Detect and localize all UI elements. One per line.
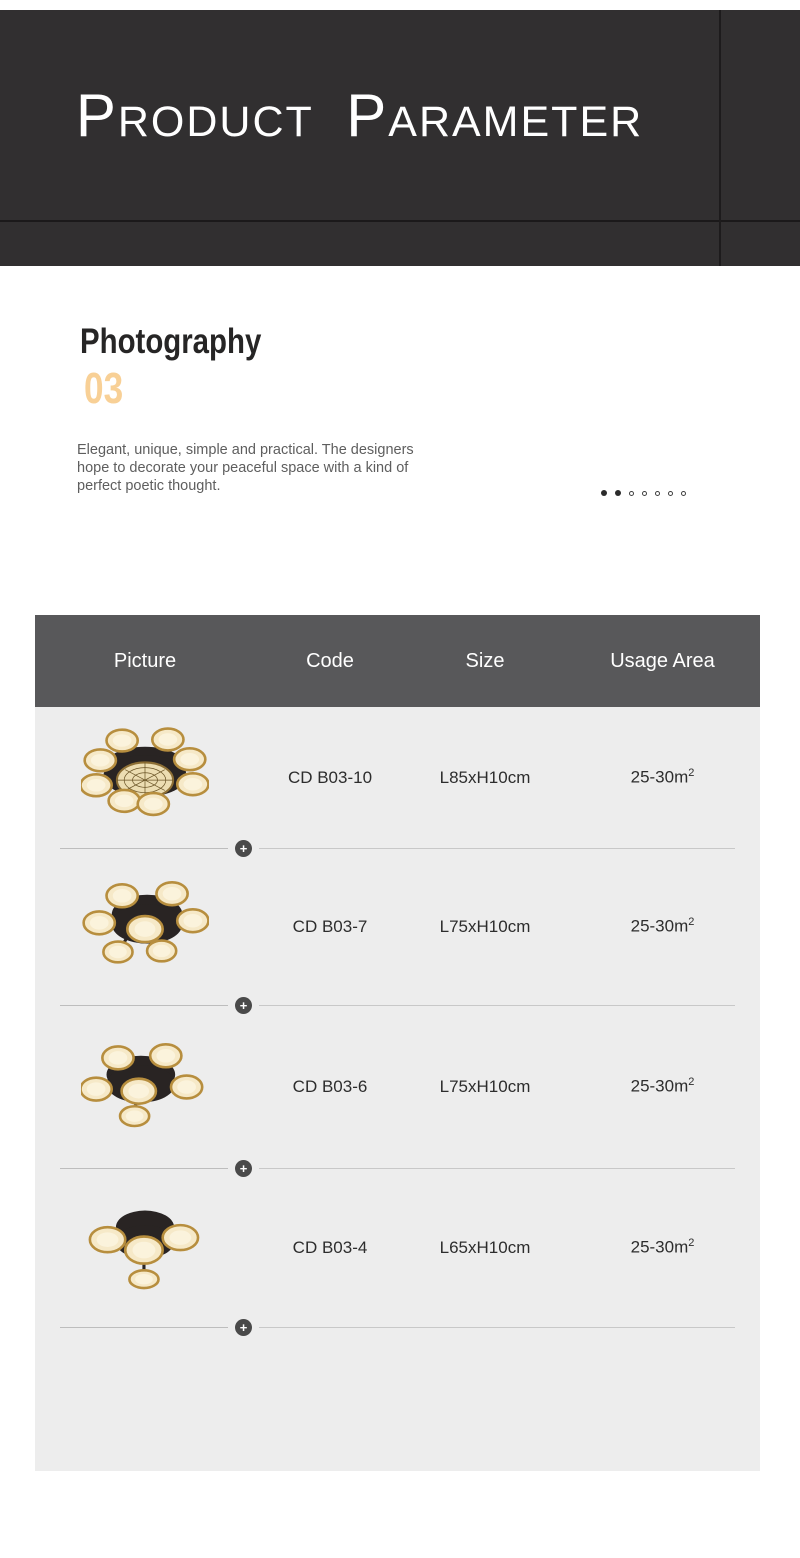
carousel-dot[interactable] [642, 491, 647, 496]
divider-line-left [60, 848, 228, 849]
product-code: CD B03-6 [292, 1076, 368, 1096]
row-divider [60, 1318, 735, 1336]
divider-line-right [259, 848, 735, 849]
usage-area-sup: 2 [688, 916, 695, 929]
product-size: L75xH10cm [439, 916, 531, 936]
ceiling-lamp-6-heads-image [81, 1035, 209, 1139]
divider-line-left [60, 1168, 228, 1169]
table-body [35, 707, 760, 1471]
divider-line-right [259, 1168, 735, 1169]
ceiling-lamp-10-heads-image [81, 726, 209, 830]
usage-area-value: 25-30m [630, 1237, 689, 1257]
product-image-cell [35, 875, 255, 979]
usage-area-value: 25-30m [630, 916, 689, 936]
column-header-code: Code [306, 649, 354, 672]
product-image-cell [35, 1035, 255, 1139]
product-code: CD B03-4 [292, 1237, 368, 1257]
table-row [35, 848, 760, 1013]
table-header-row [35, 615, 760, 707]
usage-area-sup: 2 [688, 767, 695, 780]
divider-line-left [60, 1327, 228, 1328]
row-divider [60, 839, 735, 857]
title-rest-1: RODUCT [117, 97, 314, 146]
carousel-dot[interactable] [681, 491, 686, 496]
usage-area-sup: 2 [688, 1076, 695, 1089]
usage-area-sup: 2 [688, 1237, 695, 1250]
carousel-dot[interactable] [629, 491, 634, 496]
banner-title-wrap [0, 10, 719, 220]
parameter-table [35, 615, 760, 1471]
divider-line-left [60, 1005, 228, 1006]
product-code: CD B03-10 [287, 767, 373, 787]
table-row [35, 707, 760, 856]
plus-icon[interactable]: + [235, 1319, 252, 1336]
carousel-dots [601, 488, 686, 498]
product-usage-area [565, 1076, 760, 1097]
title-rest-2: ARAMETER [388, 97, 644, 146]
section-description: Elegant, unique, simple and practical. The designers hope to decorate your peaceful space with a kind of perfect poetic thought. [77, 442, 414, 494]
divider-line-right [259, 1327, 735, 1328]
banner-vertical-divider [719, 10, 721, 266]
ceiling-lamp-4-heads-image [81, 1196, 209, 1300]
product-image-cell [35, 1196, 255, 1300]
title-initial-2: P [346, 81, 389, 149]
column-header-picture: Picture [113, 649, 177, 672]
usage-area-value: 25-30m [630, 1076, 689, 1096]
plus-icon[interactable]: + [235, 1160, 252, 1177]
title-initial-1: P [75, 81, 118, 149]
carousel-dot[interactable] [655, 491, 660, 496]
product-size: L65xH10cm [439, 1237, 531, 1257]
plus-icon[interactable]: + [235, 840, 252, 857]
product-usage-area [565, 767, 760, 788]
row-divider [60, 996, 735, 1014]
plus-icon[interactable]: + [235, 997, 252, 1014]
product-image-cell [35, 726, 255, 830]
product-code: CD B03-7 [292, 916, 368, 936]
column-header-usage-area: Usage Area [610, 649, 715, 672]
carousel-dot[interactable] [668, 491, 673, 496]
section-number: 03 [84, 364, 124, 413]
carousel-dot[interactable] [601, 490, 607, 496]
page-title [76, 81, 643, 150]
section-heading: Photography [80, 322, 262, 361]
product-usage-area [565, 1237, 760, 1258]
row-divider [60, 1159, 735, 1177]
carousel-dot[interactable] [615, 490, 621, 496]
column-header-size: Size [465, 649, 505, 672]
table-row [35, 1168, 760, 1335]
banner-lower-band [0, 222, 800, 266]
divider-line-right [259, 1005, 735, 1006]
product-usage-area [565, 916, 760, 937]
usage-area-value: 25-30m [630, 767, 689, 787]
product-size: L75xH10cm [439, 1076, 531, 1096]
table-row [35, 1005, 760, 1176]
product-size: L85xH10cm [439, 767, 531, 787]
ceiling-lamp-7-heads-image [81, 875, 209, 979]
